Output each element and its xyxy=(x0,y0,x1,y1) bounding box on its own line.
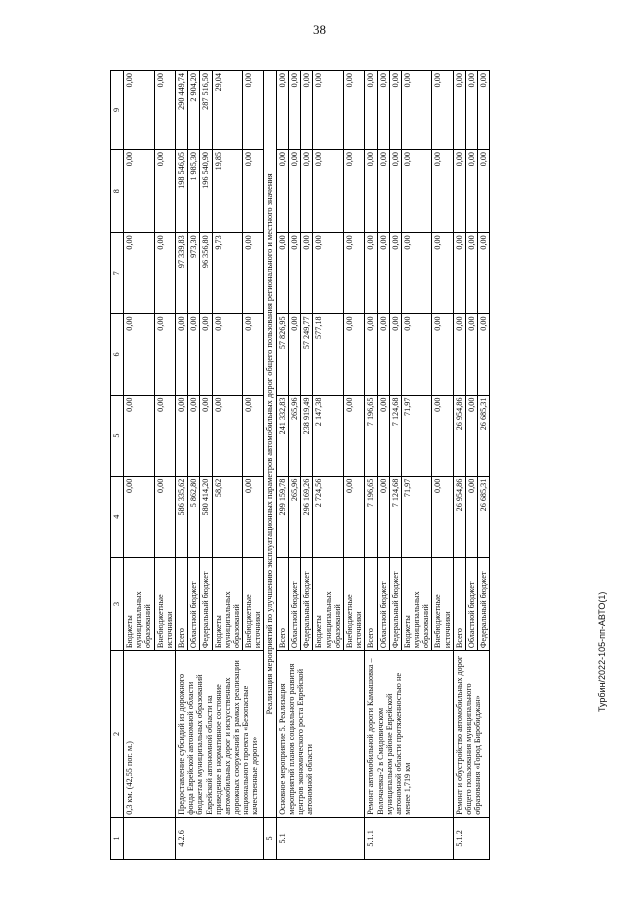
amount-cell: 0,00 xyxy=(343,71,364,150)
document-footer: Турбин/2022-105-пп-АВТО(1) xyxy=(597,591,607,712)
item-number: 5.1 xyxy=(276,817,365,859)
funding-source: Внебюджетные источники xyxy=(343,557,364,650)
amount-cell: 96 356,80 xyxy=(200,233,212,314)
amount-cell: 0,00 xyxy=(343,395,364,476)
amount-cell: 26 954,86 xyxy=(453,476,465,557)
amount-cell: 0,00 xyxy=(343,149,364,232)
amount-cell: 0,00 xyxy=(343,233,364,314)
amount-cell: 0,00 xyxy=(377,476,389,557)
funding-source: Внебюджетные источники xyxy=(432,557,453,650)
amount-cell: 0,00 xyxy=(389,149,401,232)
amount-cell: 0,00 xyxy=(401,71,432,150)
amount-cell: 238 919,49 xyxy=(301,395,313,476)
amount-cell: 2 904,20 xyxy=(188,71,200,150)
amount-cell: 0,00 xyxy=(212,395,243,476)
amount-cell: 0,00 xyxy=(365,233,377,314)
amount-cell: 0,00 xyxy=(124,314,155,395)
amount-cell: 0,00 xyxy=(154,476,175,557)
item-description: 0,3 км. (42,55 пог. м.) xyxy=(124,651,176,818)
funding-source: Областной бюджет xyxy=(466,557,478,650)
amount-cell: 0,00 xyxy=(313,233,344,314)
amount-cell: 0,00 xyxy=(175,314,187,395)
amount-cell: 0,00 xyxy=(466,476,478,557)
amount-cell: 0,00 xyxy=(453,314,465,395)
amount-cell: 0,00 xyxy=(377,314,389,395)
amount-cell: 0,00 xyxy=(377,71,389,150)
section-title: Реализация мероприятий по улучшению эксплуатационных параметров автомобильных дорог общего пользования регионального и местного значения xyxy=(264,71,276,818)
funding-source: Всего xyxy=(365,557,377,650)
amount-cell: 0,00 xyxy=(276,233,288,314)
amount-cell: 0,00 xyxy=(466,395,478,476)
amount-cell: 0,00 xyxy=(243,149,264,232)
amount-cell: 0,00 xyxy=(478,233,490,314)
amount-cell: 0,00 xyxy=(432,71,453,150)
column-header: 4 xyxy=(111,476,124,557)
funding-source: Внебюджетные источники xyxy=(154,557,175,650)
amount-cell: 0,00 xyxy=(154,149,175,232)
section-number: 5 xyxy=(264,817,276,859)
amount-cell: 26 685,31 xyxy=(478,476,490,557)
table-row xyxy=(276,71,288,860)
amount-cell: 0,00 xyxy=(466,149,478,232)
amount-cell: 2 147,38 xyxy=(313,395,344,476)
amount-cell: 0,00 xyxy=(313,149,344,232)
amount-cell: 0,00 xyxy=(276,71,288,150)
column-header: 1 xyxy=(111,817,124,859)
amount-cell: 0,00 xyxy=(313,71,344,150)
page-number: 38 xyxy=(313,22,326,37)
amount-cell: 265,96 xyxy=(289,476,301,557)
amount-cell: 0,00 xyxy=(453,71,465,150)
amount-cell: 0,00 xyxy=(453,149,465,232)
amount-cell: 577,18 xyxy=(313,314,344,395)
column-header: 3 xyxy=(111,557,124,650)
amount-cell: 26 685,31 xyxy=(478,395,490,476)
amount-cell: 241 332,83 xyxy=(276,395,288,476)
amount-cell: 9,73 xyxy=(212,233,243,314)
amount-cell: 299 159,78 xyxy=(276,476,288,557)
amount-cell: 0,00 xyxy=(301,149,313,232)
amount-cell: 0,00 xyxy=(466,233,478,314)
amount-cell: 0,00 xyxy=(377,149,389,232)
amount-cell: 0,00 xyxy=(154,233,175,314)
amount-cell: 0,00 xyxy=(301,233,313,314)
amount-cell: 0,00 xyxy=(188,314,200,395)
amount-cell: 0,00 xyxy=(466,314,478,395)
item-number: 5.1.1 xyxy=(365,817,454,859)
amount-cell: 973,30 xyxy=(188,233,200,314)
amount-cell: 0,00 xyxy=(466,71,478,150)
amount-cell: 0,00 xyxy=(377,233,389,314)
amount-cell: 0,00 xyxy=(401,149,432,232)
amount-cell: 0,00 xyxy=(365,71,377,150)
funding-source: Бюджеты муниципальных образований xyxy=(124,557,155,650)
amount-cell: 296 169,26 xyxy=(301,476,313,557)
amount-cell: 0,00 xyxy=(377,395,389,476)
funding-source: Бюджеты муниципальных образований xyxy=(212,557,243,650)
amount-cell: 29,04 xyxy=(212,71,243,150)
item-description: Ремонт и обустройство автомобильных дорог общего пользования муниципального образования «Город Биробиджан» xyxy=(453,651,490,818)
amount-cell: 7 124,68 xyxy=(389,476,401,557)
amount-cell: 0,00 xyxy=(124,71,155,150)
amount-cell: 26 954,86 xyxy=(453,395,465,476)
amount-cell: 0,00 xyxy=(301,71,313,150)
amount-cell: 0,00 xyxy=(175,395,187,476)
amount-cell: 0,00 xyxy=(243,233,264,314)
amount-cell: 0,00 xyxy=(389,233,401,314)
amount-cell: 586 335,62 xyxy=(175,476,187,557)
table-body xyxy=(124,71,490,860)
amount-cell: 0,00 xyxy=(478,149,490,232)
amount-cell: 0,00 xyxy=(343,476,364,557)
funding-source: Федеральный бюджет xyxy=(389,557,401,650)
amount-cell: 0,00 xyxy=(389,71,401,150)
section-row xyxy=(264,71,276,860)
amount-cell: 198 546,05 xyxy=(175,149,187,232)
amount-cell: 0,00 xyxy=(365,149,377,232)
column-header: 6 xyxy=(111,314,124,395)
amount-cell: 0,00 xyxy=(478,71,490,150)
amount-cell: 0,00 xyxy=(453,233,465,314)
column-header: 2 xyxy=(111,651,124,818)
amount-cell: 287 516,50 xyxy=(200,71,212,150)
amount-cell: 0,00 xyxy=(365,314,377,395)
amount-cell: 97 339,83 xyxy=(175,233,187,314)
item-description: Ремонт автомобильной дороги Камышовка – Волочаевка-2 в Смидовичском муниципальном районе Еврейской автономной области протяженностью не менее 1,719 км xyxy=(365,651,454,818)
funding-source: Федеральный бюджет xyxy=(200,557,212,650)
header-row xyxy=(111,71,124,860)
amount-cell: 0,00 xyxy=(243,476,264,557)
table-row xyxy=(175,71,187,860)
amount-cell: 0,00 xyxy=(432,476,453,557)
amount-cell: 0,00 xyxy=(389,314,401,395)
amount-cell: 0,00 xyxy=(200,314,212,395)
amount-cell: 0,00 xyxy=(243,395,264,476)
amount-cell: 290 449,74 xyxy=(175,71,187,150)
amount-cell: 580 414,20 xyxy=(200,476,212,557)
funding-source: Федеральный бюджет xyxy=(478,557,490,650)
funding-source: Всего xyxy=(276,557,288,650)
amount-cell: 0,00 xyxy=(401,233,432,314)
amount-cell: 0,00 xyxy=(432,233,453,314)
column-header: 9 xyxy=(111,71,124,150)
amount-cell: 0,00 xyxy=(200,395,212,476)
amount-cell: 0,00 xyxy=(432,314,453,395)
amount-cell: 7 196,65 xyxy=(365,476,377,557)
funding-source: Областной бюджет xyxy=(377,557,389,650)
budget-table xyxy=(110,70,490,860)
amount-cell: 7 196,65 xyxy=(365,395,377,476)
funding-source: Федеральный бюджет xyxy=(301,557,313,650)
amount-cell: 57 826,95 xyxy=(276,314,288,395)
amount-cell: 265,96 xyxy=(289,395,301,476)
funding-source: Областной бюджет xyxy=(188,557,200,650)
amount-cell: 7 124,68 xyxy=(389,395,401,476)
amount-cell: 196 540,90 xyxy=(200,149,212,232)
funding-source: Областной бюджет xyxy=(289,557,301,650)
amount-cell: 0,00 xyxy=(243,314,264,395)
amount-cell: 0,00 xyxy=(154,71,175,150)
amount-cell: 5 862,80 xyxy=(188,476,200,557)
funding-source: Внебюджетные источники xyxy=(243,557,264,650)
table-row xyxy=(365,71,377,860)
amount-cell: 2 724,56 xyxy=(313,476,344,557)
amount-cell: 0,00 xyxy=(432,395,453,476)
amount-cell: 0,00 xyxy=(124,395,155,476)
amount-cell: 71,97 xyxy=(401,395,432,476)
item-number: 5.1.2 xyxy=(453,817,490,859)
funding-source: Бюджеты муниципальных образований xyxy=(313,557,344,650)
amount-cell: 0,00 xyxy=(243,71,264,150)
amount-cell: 0,00 xyxy=(188,395,200,476)
amount-cell: 0,00 xyxy=(432,149,453,232)
amount-cell: 0,00 xyxy=(478,314,490,395)
amount-cell: 0,00 xyxy=(276,149,288,232)
item-number: 4.2.6 xyxy=(175,817,264,859)
amount-cell: 0,00 xyxy=(289,314,301,395)
amount-cell: 0,00 xyxy=(124,233,155,314)
column-header: 7 xyxy=(111,233,124,314)
rotated-table-container xyxy=(110,70,597,860)
column-header: 5 xyxy=(111,395,124,476)
item-description: Основное мероприятие 5. Реализация мероприятий планов социального развития центров экономического роста Еврейской автономной области xyxy=(276,651,365,818)
item-number xyxy=(124,817,176,859)
amount-cell: 0,00 xyxy=(124,149,155,232)
amount-cell: 71,97 xyxy=(401,476,432,557)
table-row xyxy=(453,71,465,860)
amount-cell: 57 249,77 xyxy=(301,314,313,395)
funding-source: Бюджеты муниципальных образований xyxy=(401,557,432,650)
amount-cell: 58,62 xyxy=(212,476,243,557)
funding-source: Всего xyxy=(175,557,187,650)
table-row xyxy=(124,71,155,860)
column-header: 8 xyxy=(111,149,124,232)
amount-cell: 0,00 xyxy=(401,314,432,395)
amount-cell: 0,00 xyxy=(154,395,175,476)
amount-cell: 0,00 xyxy=(289,149,301,232)
item-description: Предоставление субсидий из дорожного фонда Еврейской автономной области бюджетам муниципальных образований Еврейской автономной области на приведение в нормативное состояние автомобильных дорог и искусственных дорожных сооружений в рамках реализации национального проекта «Безопасные качественные дороги» xyxy=(175,651,264,818)
amount-cell: 0,00 xyxy=(124,476,155,557)
amount-cell: 19,85 xyxy=(212,149,243,232)
amount-cell: 0,00 xyxy=(343,314,364,395)
amount-cell: 0,00 xyxy=(212,314,243,395)
amount-cell: 0,00 xyxy=(154,314,175,395)
amount-cell: 0,00 xyxy=(289,71,301,150)
amount-cell: 1 985,30 xyxy=(188,149,200,232)
amount-cell: 0,00 xyxy=(289,233,301,314)
funding-source: Всего xyxy=(453,557,465,650)
